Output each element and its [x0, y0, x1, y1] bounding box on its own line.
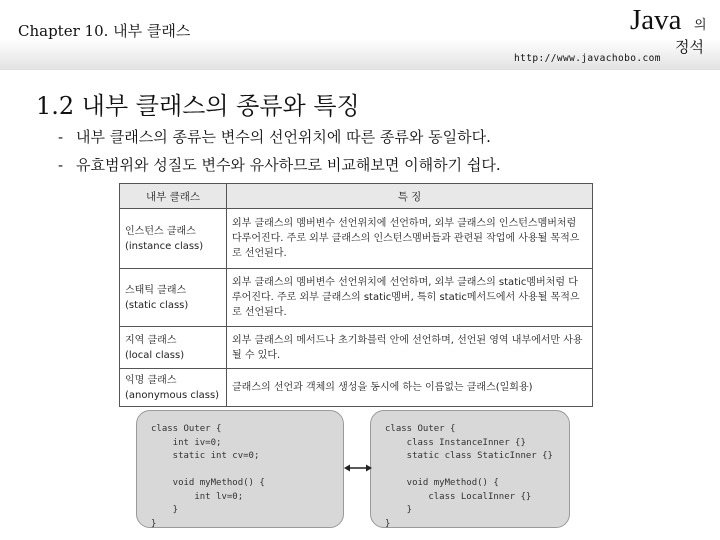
type-english: (static class): [125, 299, 189, 311]
bullet-item: [58, 126, 491, 147]
bullet-dash: -: [58, 128, 64, 146]
bullet-dash: -: [58, 156, 64, 174]
type-english: (local class): [125, 349, 185, 361]
table-row: [120, 369, 593, 407]
type-cell: [120, 269, 227, 327]
feature-cell: 클래스의 선언과 객체의 생성을 동시에 하는 이름없는 클래스(일회용): [227, 369, 593, 407]
feature-cell: 외부 클래스의 멤버변수 선언위치에 선언하며, 외부 클래스의 인스턴스멤버처럼 다루어진다. 주로 외부 클래스의 인스턴스멤버들과 관련된 작업에 사용될 목적으로 선언된다.: [227, 209, 593, 269]
table-row: [120, 269, 593, 327]
brand-of: 의: [694, 18, 707, 33]
table-row: [120, 327, 593, 369]
table-header-row: [120, 184, 593, 209]
type-name: 익명 클래스: [125, 374, 177, 386]
bullet-text: 내부 클래스의 종류는 변수의 선언위치에 따른 종류와 동일하다.: [76, 128, 491, 146]
type-cell: [120, 369, 227, 407]
type-name: 인스턴스 클래스: [125, 225, 196, 237]
code-block-after: class Outer { class InstanceInner {} static class StaticInner {} void myMethod() { class LocalInner {} } }: [370, 410, 570, 528]
feature-cell: 외부 클래스의 멤버변수 선언위치에 선언하며, 외부 클래스의 static멤버처럼 다루어진다. 주로 외부 클래스의 static멤버, 특히 static메서드에서 사용될 목적으로 선언된다.: [227, 269, 593, 327]
type-name: 지역 클래스: [125, 334, 177, 346]
table-row: [120, 209, 593, 269]
site-url: http://www.javachobo.com: [514, 53, 661, 64]
bullet-item: [58, 154, 501, 175]
type-cell: [120, 209, 227, 269]
column-header-feature: 특 징: [227, 184, 593, 209]
type-name: 스태틱 클래스: [125, 284, 187, 296]
inner-class-table: [119, 183, 593, 407]
brand-jeongseok: 정석: [675, 38, 704, 56]
double-arrow-icon: [344, 460, 372, 476]
bullet-text: 유효범위와 성질도 변수와 유사하므로 비교해보면 이해하기 쉽다.: [76, 156, 501, 174]
type-cell: [120, 327, 227, 369]
feature-cell: 외부 클래스의 메서드나 초기화블럭 안에 선언하며, 선언된 영역 내부에서만 사용될 수 있다.: [227, 327, 593, 369]
chapter-title: Chapter 10. 내부 클래스: [18, 22, 191, 40]
column-header-type: 내부 클래스: [120, 184, 227, 209]
brand-java: Java: [630, 4, 682, 36]
type-english: (anonymous class): [125, 389, 220, 401]
slide-header: [0, 0, 720, 70]
type-english: (instance class): [125, 240, 204, 252]
slide-title: 1.2 내부 클래스의 종류와 특징: [36, 92, 360, 120]
code-block-before: class Outer { int iv=0; static int cv=0; void myMethod() { int lv=0; } }: [136, 410, 344, 528]
